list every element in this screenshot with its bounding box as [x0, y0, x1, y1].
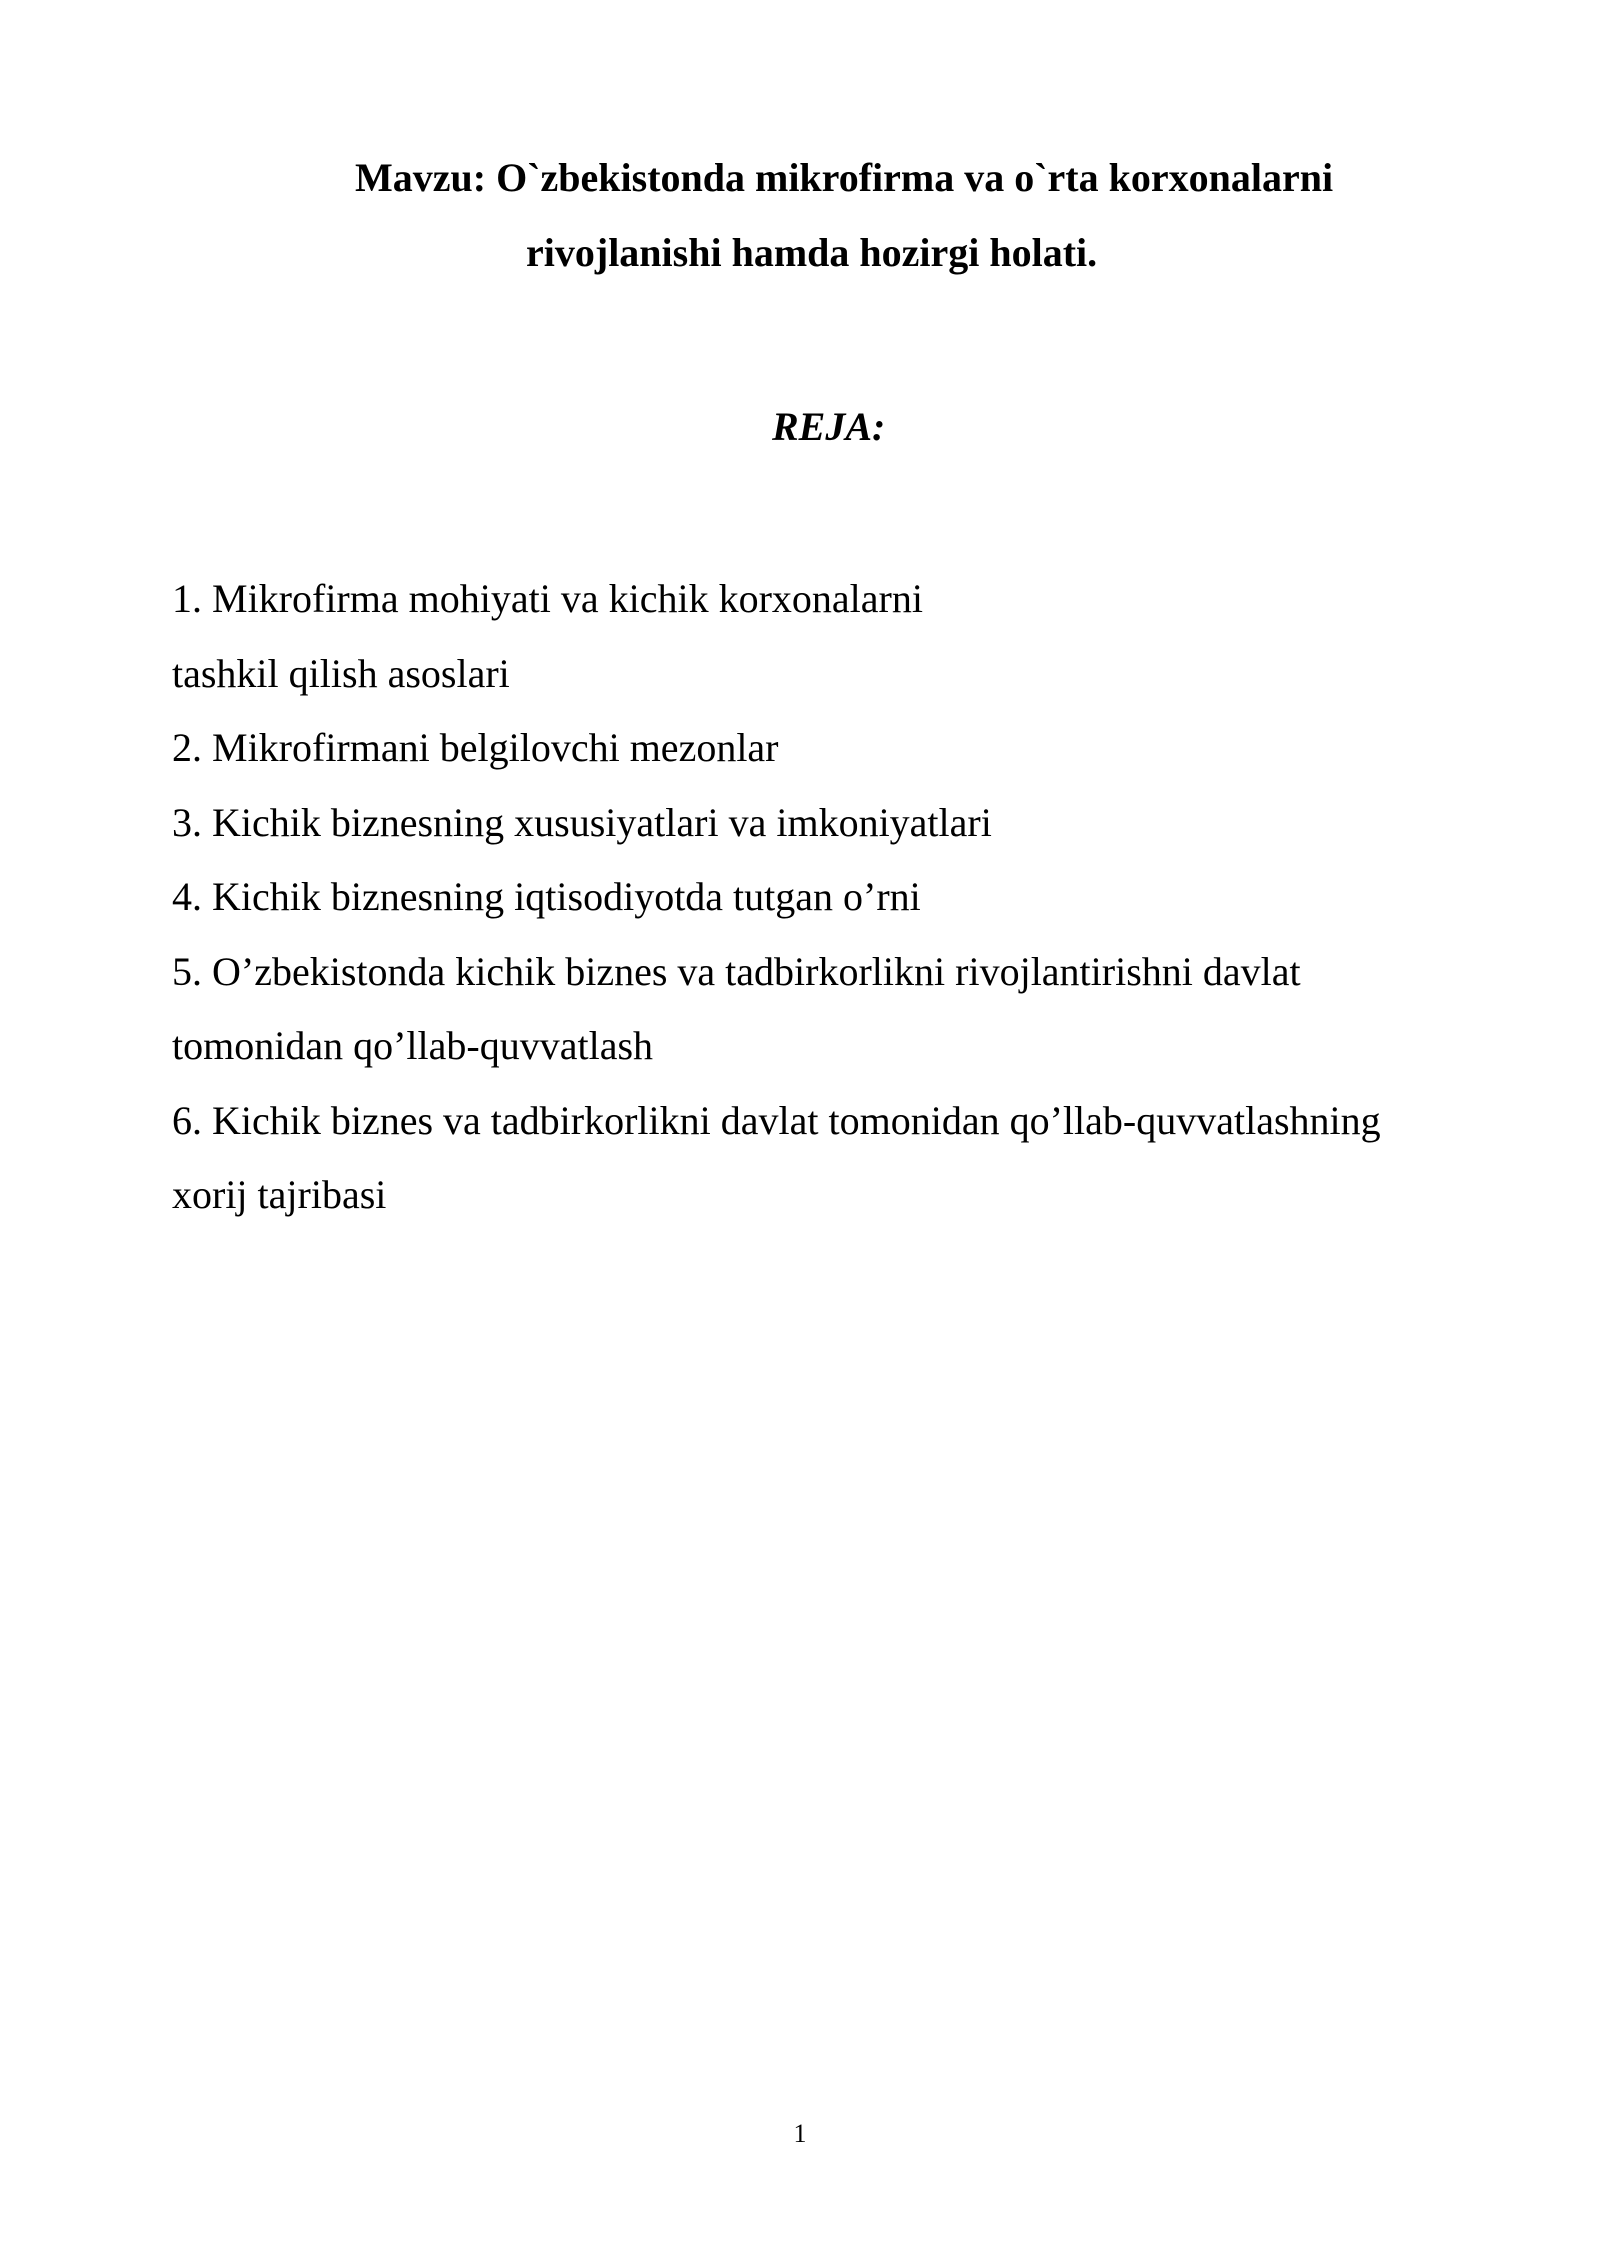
plan-item-5-line-1: 5. O’zbekistonda kichik biznes va tadbirkorlikni rivojlantirishni davlat — [172, 948, 1301, 994]
plan-item-5-line-2: tomonidan qo’llab-quvvatlash — [172, 1023, 654, 1068]
plan-item-6-line-2: xorij tajribasi — [172, 1172, 387, 1217]
plan-item-4: 4. Kichik biznesning iqtisodiyotda tutgan o’rni — [172, 874, 921, 919]
plan-item-1-line-2: tashkil qilish asoslari — [172, 650, 510, 696]
plan-item-2: 2. Mikrofirmani belgilovchi mezonlar — [172, 725, 779, 770]
document-title-line-1: Mavzu: O`zbekistonda mikrofirma va o`rta korxonalarni — [355, 155, 1334, 200]
plan-item-6-line-1: 6. Kichik biznes va tadbirkorlikni davlat tomonidan qo’llab-quvvatlashning — [172, 1097, 1381, 1143]
document-title-line-2: rivojlanishi hamda hozirgi holati. — [526, 230, 1098, 275]
page-number: 1 — [793, 2119, 807, 2148]
plan-list — [172, 562, 1492, 1233]
plan-heading: REJA: — [772, 404, 886, 449]
plan-item-3: 3. Kichik biznesning xususiyatlari va imkoniyatlari — [172, 799, 992, 845]
plan-item-1-line-1: 1. Mikrofirma mohiyati va kichik korxonalarni — [172, 576, 923, 621]
